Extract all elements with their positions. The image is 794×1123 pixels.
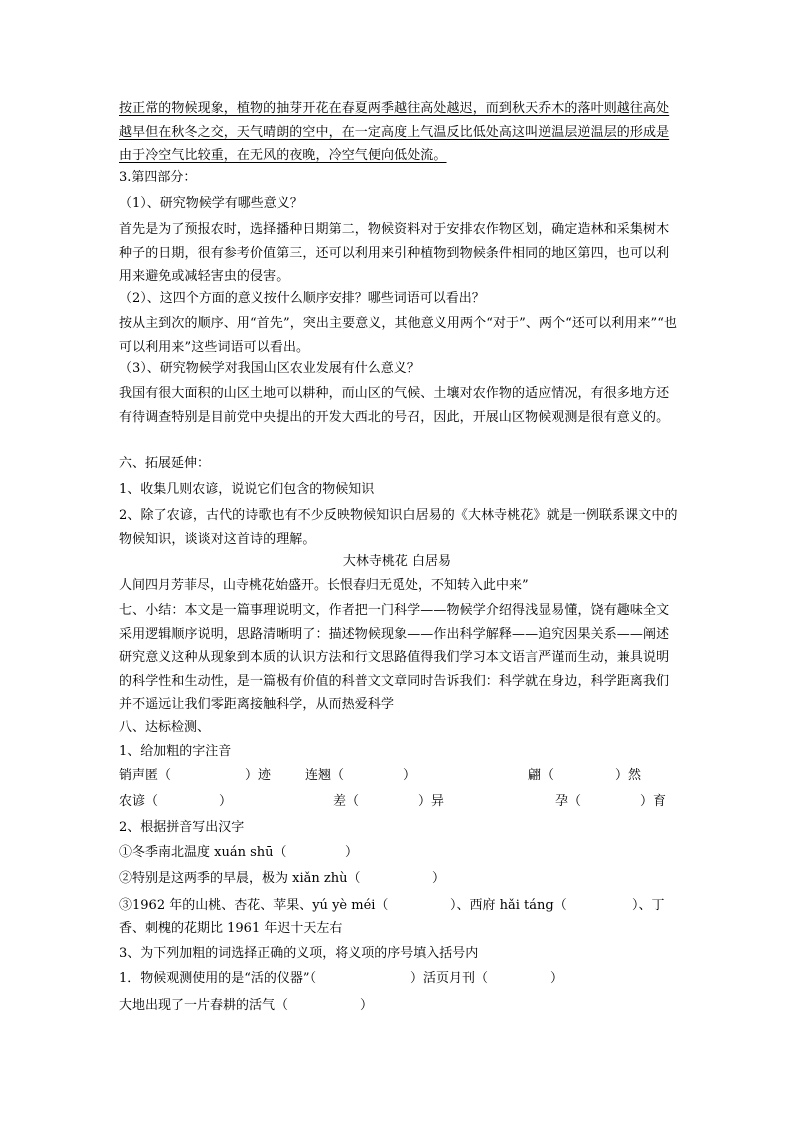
pinyin-item-1-end: ） (345, 845, 359, 860)
meaning-item-2-end: ） (360, 998, 374, 1013)
question-2: （2）、这四个方面的意义按什么顺序安排？哪些词语可以看出？ (119, 291, 485, 306)
pinyin-item-3-cont: 香、刺槐的花期比 1961 年迟十天左右 (119, 921, 343, 936)
test-1-title: 1、给加粗的字注音 (119, 744, 232, 759)
answer-2: 按从主到次的顺序、用“首先”，突出主要意义，其他意义用两个“对于”、两个“还可以利用来”“也可以利用来”这些词语可以看出。 (119, 316, 678, 355)
meaning-item-1: 1．物候观测使用的是“活的仪器”（ (119, 971, 317, 986)
pinyin-item-3-mid: ）、西府 hǎi táng（ (450, 898, 567, 913)
answer-1: 首先是为了预报农时，选择播种日期第二，物候资料对于安排农作物区划，确定造林和采集树木种子的日期，很有参考价值第三，还可以利用来引种植物到物候条件相同的地区第四，也可以利用来避免或减轻害虫的侵害。 (119, 222, 670, 284)
underlined-paragraph: 按正常的物候现象，植物的抽芽开花在春夏两季越往高处越迟，而到秋天乔木的落叶则越往高处越早但在秋冬之交，天气晴朗的空中，在一定高度上气温反比低处高这叫逆温层逆温层的形成是由于冷空气比较重，在无风的夜晚，冷空气便向低处流。 (119, 101, 670, 163)
blank-cell: ） (219, 794, 233, 809)
summary: 七、小结：本文是一篇事理说明文，作者把一门科学——物候学介绍得浅显易懂，饶有趣味全文采用逻辑顺序说明，思路清晰明了：描述物候现象——作出科学解释——追究因果关系——阐述研究意义这种从现象到本质的认识方法和行文思路值得我们学习本文语言严谨而生动，兼具说明的科学性和生动性，是一篇极有价值的科普文文章同时告诉我们：科学就在身边，科学距离我们并不遥远让我们零距离接触科学，从而热爱科学 (119, 603, 670, 712)
pinyin-item-3-tail: ）、丁 (632, 898, 665, 913)
test-heading: 八、达标检测、 (119, 720, 211, 735)
blank-cell: 翩（ (528, 768, 555, 783)
part4-heading: 3.第四部分： (119, 170, 197, 185)
blank-cell: 孕（ (555, 794, 582, 809)
test-3-title: 3、为下列加粗的词选择正确的义项，将义项的序号填入括号内 (119, 946, 479, 961)
pinyin-item-3: ③1962 年的山桃、杏花、苹果、yú yè méi（ (119, 898, 389, 913)
poem-title: 大林寺桃花 白居易 (342, 554, 452, 569)
extension-item-1: 1、收集几则农谚，说说它们包含的物候知识 (119, 482, 375, 497)
extension-item-2: 2、除了农谚，古代的诗歌也有不少反映物候知识白居易的《大林寺桃花》就是一例联系课文中的物候知识，谈谈对这首诗的理解。 (119, 508, 678, 547)
blank-cell: ） (403, 768, 417, 783)
meaning-item-2: 大地出现了一片春耕的活气（ (119, 998, 289, 1013)
pinyin-item-1: ①冬季南北温度 xuán shū（ (119, 845, 287, 860)
blank-cell: ）异 (418, 794, 445, 809)
poem-body: 人间四月芳菲尽，山寺桃花始盛开。长恨春归无觅处，不知转入此中来” (119, 578, 529, 593)
blank-cell: 差（ (333, 794, 360, 809)
blank-cell: ）迹 (245, 768, 272, 783)
blank-cell: 销声匿（ (119, 768, 172, 783)
answer-3: 我国有很大面积的山区土地可以耕种，而山区的气候、土壤对农作物的适应情况，有很多地方还有待调查特别是目前党中央提出的开发大西北的号召，因此，开展山区物候观测是很有意义的。 (119, 386, 670, 425)
test-2-title: 2、根据拼音写出汉字 (119, 820, 245, 835)
blank-cell: ）育 (640, 794, 667, 809)
meaning-item-1-end: ） (550, 971, 564, 986)
extension-heading: 六、拓展延伸： (119, 456, 211, 471)
question-3: （3）、研究物候学对我国山区农业发展有什么意义？ (119, 361, 420, 376)
pinyin-item-2-end: ） (432, 871, 446, 886)
blank-cell: ）然 (615, 768, 642, 783)
question-1: （1）、研究物候学有哪些意义？ (119, 196, 303, 211)
blank-cell: 连翘（ (305, 768, 345, 783)
blank-cell: 农谚（ (119, 794, 159, 809)
meaning-item-1-mid: ）活页月刊（ (410, 971, 489, 986)
pinyin-item-2: ②特别是这两季的早晨，极为 xiǎn zhù（ (119, 871, 361, 886)
